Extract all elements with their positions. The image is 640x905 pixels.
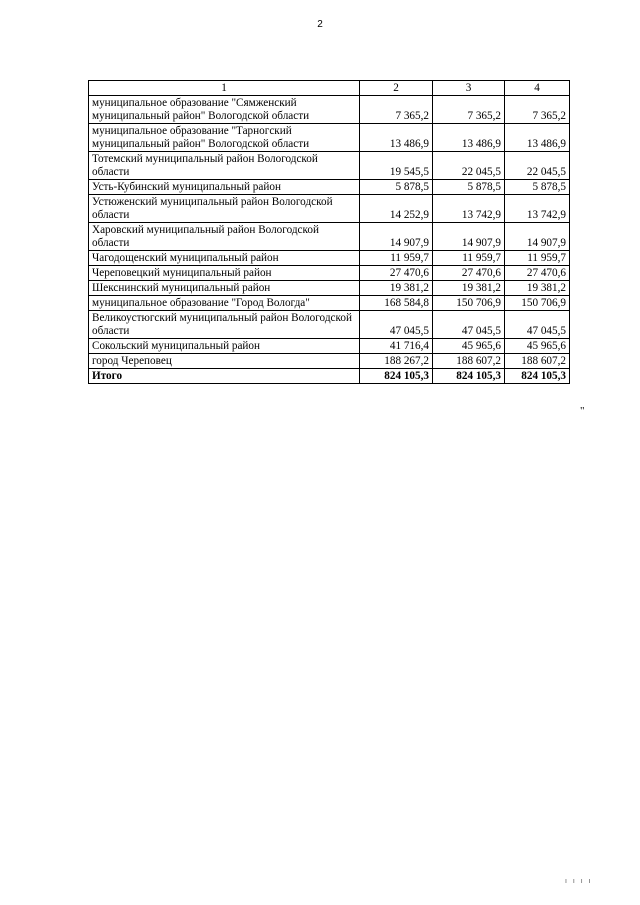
- row-value-4: 150 706,9: [505, 296, 570, 311]
- row-value-4: 22 045,5: [505, 152, 570, 180]
- row-value-2: 168 584,8: [360, 296, 433, 311]
- row-name: муниципальное образование "Город Вологда": [89, 296, 360, 311]
- row-value-4: 47 045,5: [505, 311, 570, 339]
- row-value-3: 11 959,7: [433, 251, 505, 266]
- row-value-2: 11 959,7: [360, 251, 433, 266]
- row-name: город Череповец: [89, 354, 360, 369]
- table-row: [89, 180, 570, 195]
- row-value-2: 5 878,5: [360, 180, 433, 195]
- row-name: муниципальное образование "Сямженский муниципальный район" Вологодской области: [89, 96, 360, 124]
- row-value-2: 14 252,9: [360, 195, 433, 223]
- table-row: [89, 266, 570, 281]
- row-name: Сокольский муниципальный район: [89, 339, 360, 354]
- row-name: Шекснинский муниципальный район: [89, 281, 360, 296]
- row-name: Устюженский муниципальный район Вологодской области: [89, 195, 360, 223]
- table-header-row: [89, 81, 570, 96]
- total-value-4: 824 105,3: [505, 369, 570, 384]
- row-name: Великоустюгский муниципальный район Вологодской области: [89, 311, 360, 339]
- row-value-3: 5 878,5: [433, 180, 505, 195]
- row-value-3: 27 470,6: [433, 266, 505, 281]
- budget-table: [88, 80, 570, 384]
- row-value-2: 188 267,2: [360, 354, 433, 369]
- table-row: [89, 296, 570, 311]
- row-value-3: 45 965,6: [433, 339, 505, 354]
- row-value-2: 19 381,2: [360, 281, 433, 296]
- row-value-3: 13 742,9: [433, 195, 505, 223]
- row-value-4: 188 607,2: [505, 354, 570, 369]
- row-value-4: 19 381,2: [505, 281, 570, 296]
- table-row: [89, 339, 570, 354]
- table-row: [89, 96, 570, 124]
- row-value-4: 13 486,9: [505, 124, 570, 152]
- table-row: [89, 223, 570, 251]
- row-name: Усть-Кубинский муниципальный район: [89, 180, 360, 195]
- row-value-4: 13 742,9: [505, 195, 570, 223]
- row-name: Чагодощенский муниципальный район: [89, 251, 360, 266]
- row-name: муниципальное образование "Тарногский муниципальный район" Вологодской области: [89, 124, 360, 152]
- table-row: [89, 311, 570, 339]
- row-value-3: 22 045,5: [433, 152, 505, 180]
- row-value-2: 14 907,9: [360, 223, 433, 251]
- table-row: [89, 195, 570, 223]
- row-value-2: 47 045,5: [360, 311, 433, 339]
- row-value-2: 13 486,9: [360, 124, 433, 152]
- row-value-4: 27 470,6: [505, 266, 570, 281]
- row-name: Тотемский муниципальный район Вологодской области: [89, 152, 360, 180]
- column-header-1: 1: [89, 81, 360, 96]
- row-value-4: 7 365,2: [505, 96, 570, 124]
- column-header-4: 4: [505, 81, 570, 96]
- row-value-3: 13 486,9: [433, 124, 505, 152]
- row-value-2: 7 365,2: [360, 96, 433, 124]
- total-row: [89, 369, 570, 384]
- row-value-4: 45 965,6: [505, 339, 570, 354]
- table-row: [89, 152, 570, 180]
- footer-mark: ı ı ı ı: [565, 878, 593, 885]
- row-value-3: 14 907,9: [433, 223, 505, 251]
- page-number: 2: [317, 19, 323, 30]
- row-value-3: 150 706,9: [433, 296, 505, 311]
- row-value-3: 19 381,2: [433, 281, 505, 296]
- row-value-4: 14 907,9: [505, 223, 570, 251]
- row-value-3: 188 607,2: [433, 354, 505, 369]
- table-row: [89, 124, 570, 152]
- row-name: Харовский муниципальный район Вологодской области: [89, 223, 360, 251]
- table-row: [89, 281, 570, 296]
- row-value-2: 19 545,5: [360, 152, 433, 180]
- table-row: [89, 354, 570, 369]
- total-value-2: 824 105,3: [360, 369, 433, 384]
- column-header-3: 3: [433, 81, 505, 96]
- column-header-2: 2: [360, 81, 433, 96]
- total-label: Итого: [89, 369, 360, 384]
- row-value-3: 7 365,2: [433, 96, 505, 124]
- row-value-3: 47 045,5: [433, 311, 505, 339]
- row-value-4: 5 878,5: [505, 180, 570, 195]
- closing-quote: ": [580, 405, 585, 417]
- total-value-3: 824 105,3: [433, 369, 505, 384]
- row-value-2: 41 716,4: [360, 339, 433, 354]
- row-value-4: 11 959,7: [505, 251, 570, 266]
- table-row: [89, 251, 570, 266]
- row-value-2: 27 470,6: [360, 266, 433, 281]
- row-name: Череповецкий муниципальный район: [89, 266, 360, 281]
